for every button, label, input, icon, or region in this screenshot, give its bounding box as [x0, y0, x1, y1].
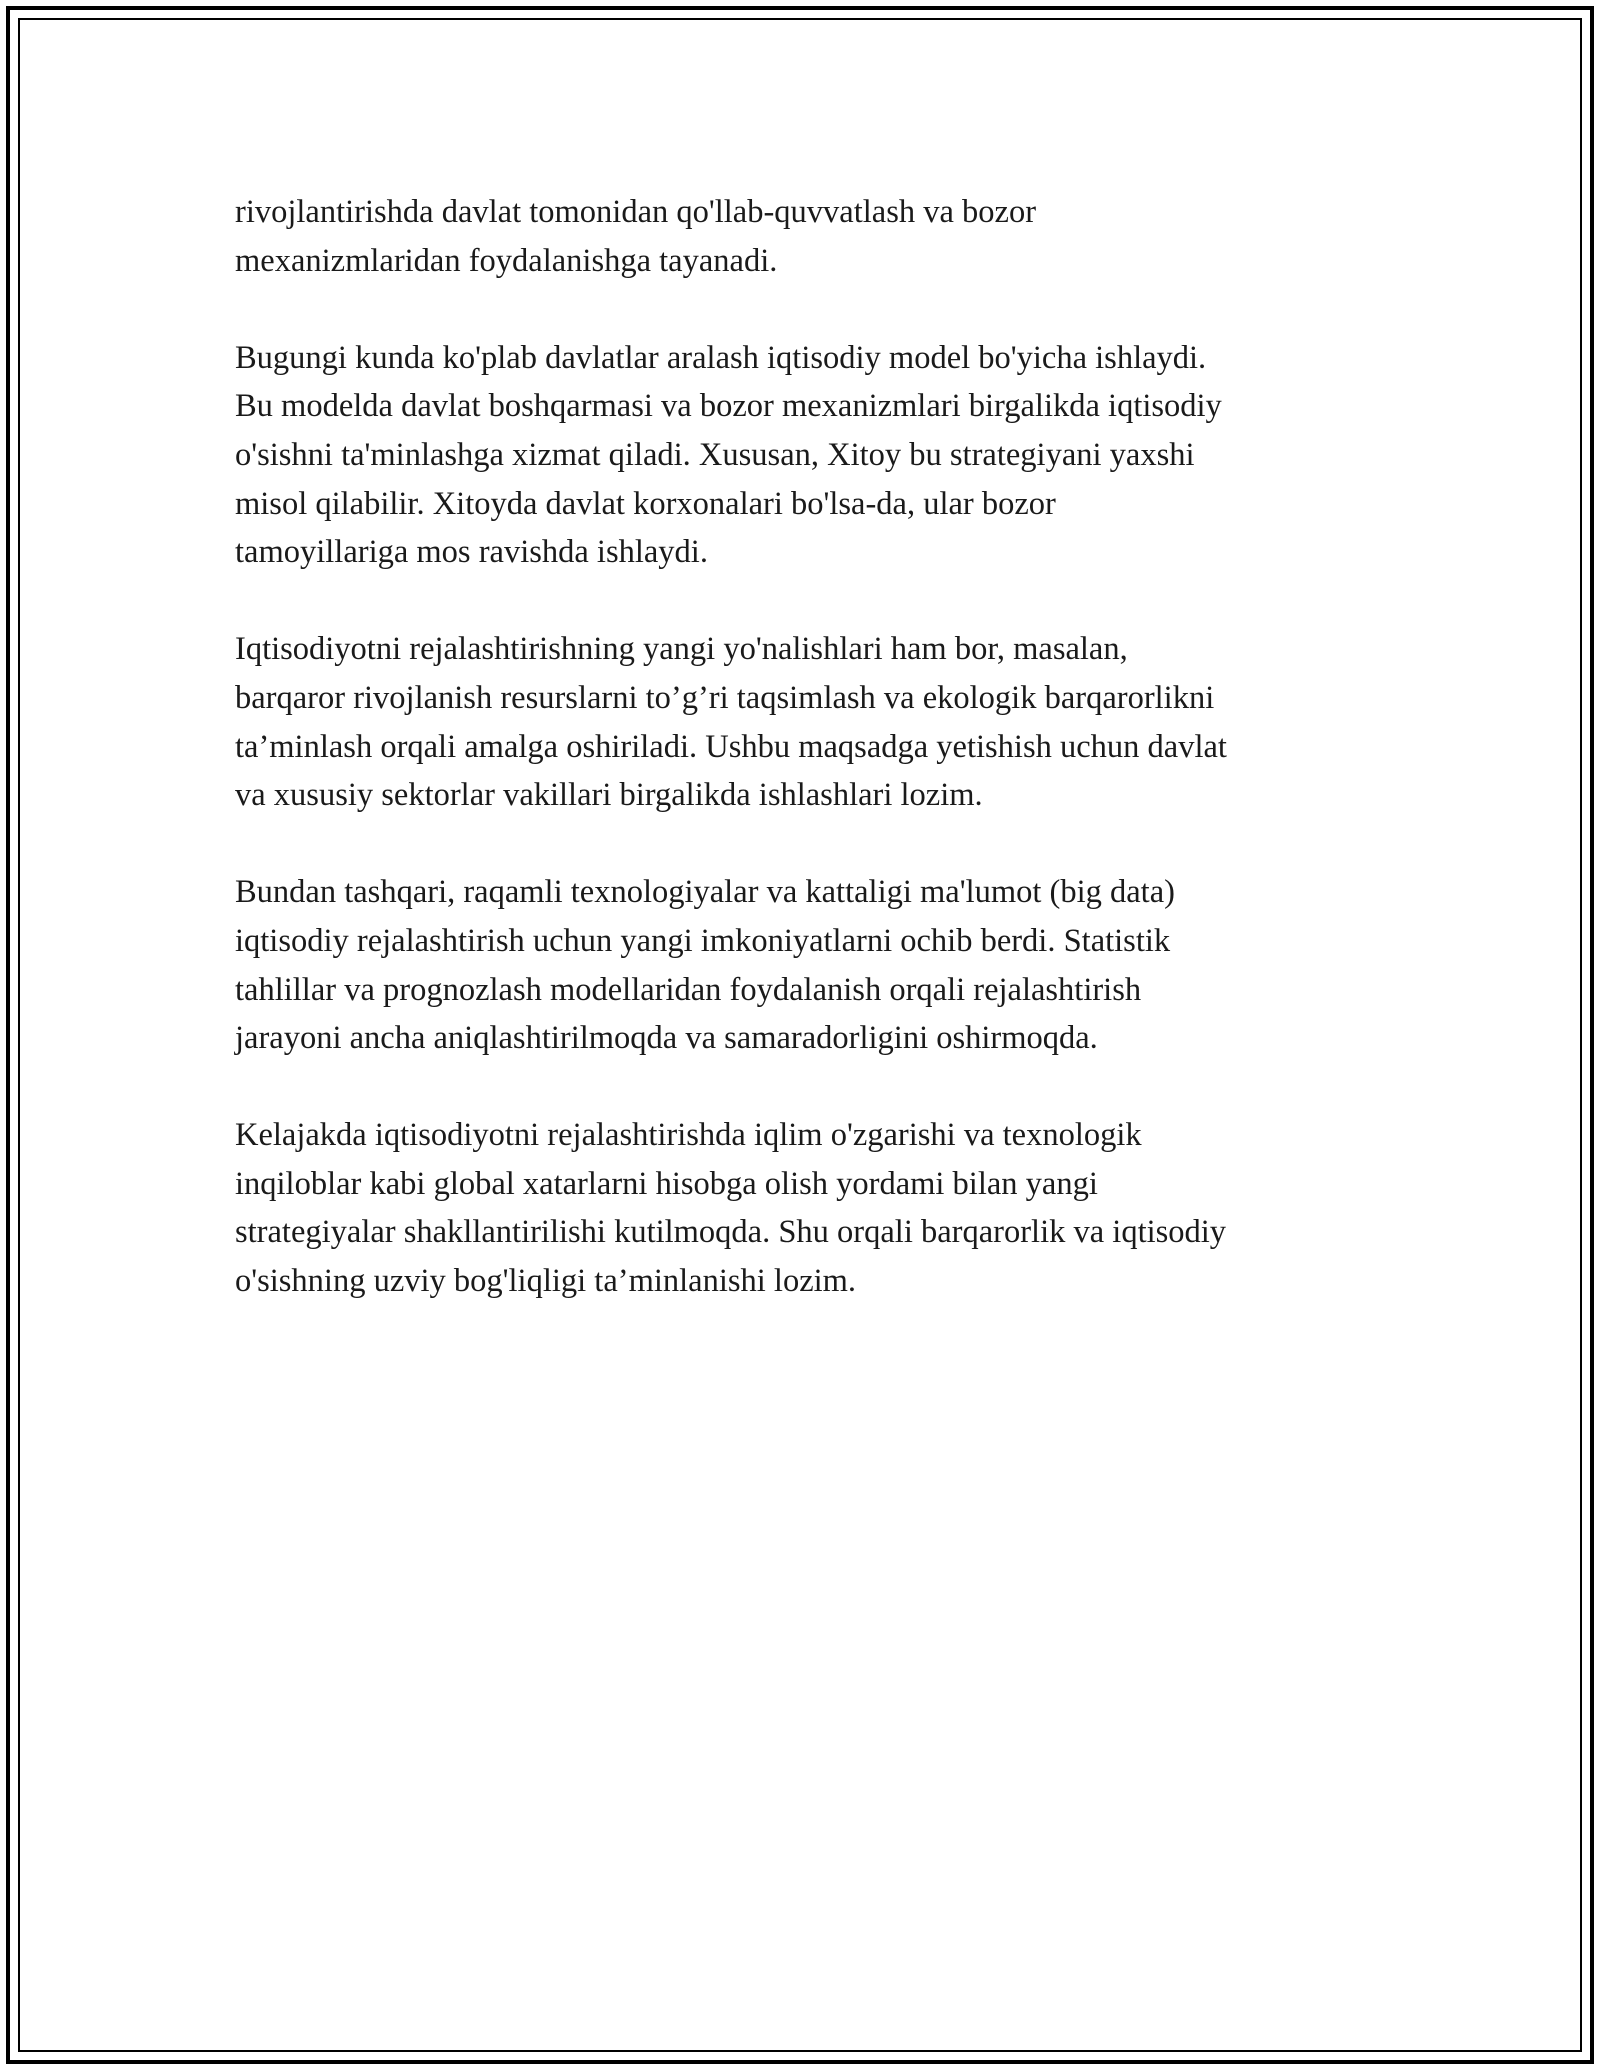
text-line: Bu modelda davlat boshqarmasi va bozor mexanizmlari birgalikda iqtisodiy	[235, 388, 1222, 425]
text-line: iqtisodiy rejalashtirish uchun yangi imkoniyatlarni ochib berdi. Statistik	[235, 922, 1171, 959]
text-line: Kelajakda iqtisodiyotni rejalashtirishda iqlim o'zgarishi va texnologik	[235, 1117, 1142, 1154]
text-line: strategiyalar shakllantirilishi kutilmoqda. Shu orqali barqarorlik va iqtisodiy	[235, 1214, 1227, 1251]
paragraph-5	[235, 1111, 1375, 1305]
text-line: rivojlantirishda davlat tomonidan qo'llab-quvvatlash va bozor	[235, 194, 1037, 230]
paragraph-4	[235, 868, 1375, 1062]
document-body	[235, 188, 1375, 1354]
paragraph-2	[235, 334, 1375, 577]
text-line: inqiloblar kabi global xatarlarni hisobga olish yordami bilan yangi	[235, 1165, 1098, 1202]
text-line: tamoyillariga mos ravishda ishlaydi.	[235, 534, 708, 571]
text-line: misol qilabilir. Xitoyda davlat korxonalari bo'lsa-da, ular bozor	[235, 485, 1056, 522]
text-line: ta’minlash orqali amalga oshiriladi. Ushbu maqsadga yetishish uchun davlat	[235, 728, 1227, 765]
text-line: o'sishning uzviy bog'liqligi ta’minlanishi lozim.	[235, 1263, 857, 1300]
paragraph-3	[235, 625, 1375, 819]
text-line: mexanizmlaridan foydalanishga tayanadi.	[235, 242, 778, 279]
text-line: o'sishni ta'minlashga xizmat qiladi. Xususan, Xitoy bu strategiyani yaxshi	[235, 436, 1195, 473]
text-line: jarayoni ancha aniqlashtirilmoqda va samaradorligini oshirmoqda.	[235, 1020, 1098, 1057]
text-line: Iqtisodiyotni rejalashtirishning yangi yo'nalishlari ham bor, masalan,	[235, 631, 1128, 668]
text-line: Bundan tashqari, raqamli texnologiyalar va kattaligi ma'lumot (big data)	[235, 874, 1175, 911]
text-line: Bugungi kunda ko'plab davlatlar aralash iqtisodiy model bo'yicha ishlaydi.	[235, 339, 1207, 376]
paragraph-1	[235, 188, 1375, 285]
text-line: barqaror rivojlanish resurslarni to’g’ri taqsimlash va ekologik barqarorlikni	[235, 679, 1215, 716]
text-line: tahlillar va prognozlash modellaridan foydalanish orqali rejalashtirish	[235, 971, 1142, 1008]
text-line: va xususiy sektorlar vakillari birgalikda ishlashlari lozim.	[235, 777, 983, 814]
